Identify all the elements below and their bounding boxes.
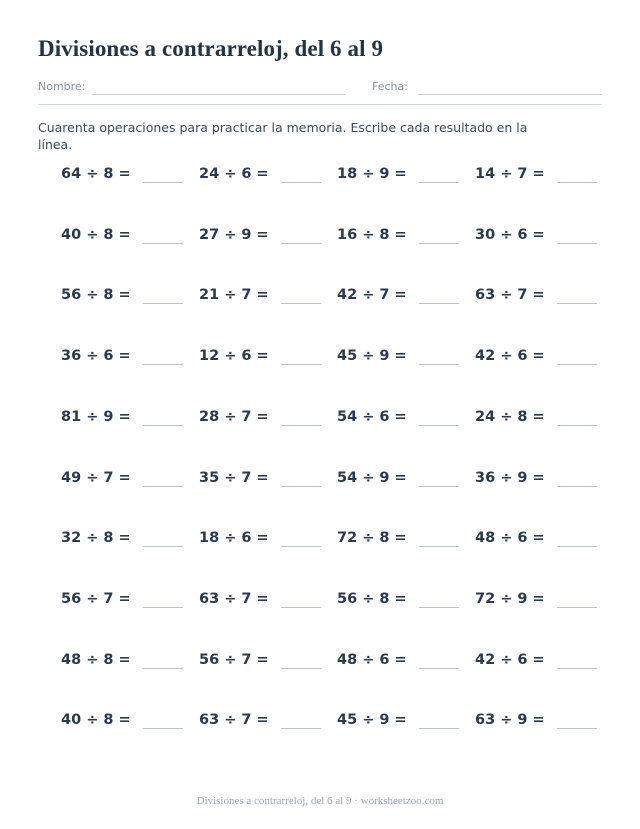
- division-problem: 18 ÷ 9 =: [337, 166, 407, 182]
- division-problem: 45 ÷ 9 =: [337, 348, 407, 364]
- answer-line[interactable]: [143, 182, 183, 183]
- answer-line[interactable]: [281, 607, 321, 608]
- division-problem: 72 ÷ 9 =: [475, 591, 545, 607]
- answer-line[interactable]: [419, 243, 459, 244]
- name-label: Nombre:: [38, 80, 86, 93]
- answer-line[interactable]: [419, 425, 459, 426]
- answer-line[interactable]: [143, 728, 183, 729]
- division-problem: 49 ÷ 7 =: [61, 470, 131, 486]
- division-problem: 18 ÷ 6 =: [199, 530, 269, 546]
- division-problem: 12 ÷ 6 =: [199, 348, 269, 364]
- answer-line[interactable]: [281, 364, 321, 365]
- division-problem: 35 ÷ 7 =: [199, 470, 269, 486]
- answer-line[interactable]: [143, 546, 183, 547]
- worksheet-title: Divisiones a contrarreloj, del 6 al 9: [38, 36, 384, 61]
- date-label: Fecha:: [372, 80, 408, 93]
- answer-line[interactable]: [281, 486, 321, 487]
- division-problem: 56 ÷ 8 =: [337, 591, 407, 607]
- division-problem: 24 ÷ 8 =: [475, 409, 545, 425]
- division-problem: 42 ÷ 6 =: [475, 348, 545, 364]
- answer-line[interactable]: [281, 243, 321, 244]
- answer-line[interactable]: [143, 668, 183, 669]
- division-problem: 28 ÷ 7 =: [199, 409, 269, 425]
- division-problem: 63 ÷ 7 =: [199, 591, 269, 607]
- answer-line[interactable]: [281, 728, 321, 729]
- division-problem: 56 ÷ 7 =: [199, 652, 269, 668]
- answer-line[interactable]: [143, 486, 183, 487]
- division-problem: 48 ÷ 8 =: [61, 652, 131, 668]
- answer-line[interactable]: [419, 486, 459, 487]
- answer-line[interactable]: [419, 303, 459, 304]
- answer-line[interactable]: [557, 303, 597, 304]
- answer-line[interactable]: [419, 364, 459, 365]
- division-problem: 81 ÷ 9 =: [61, 409, 131, 425]
- answer-line[interactable]: [419, 546, 459, 547]
- division-problem: 42 ÷ 6 =: [475, 652, 545, 668]
- division-problem: 16 ÷ 8 =: [337, 227, 407, 243]
- answer-line[interactable]: [557, 243, 597, 244]
- division-problem: 56 ÷ 7 =: [61, 591, 131, 607]
- division-problem: 36 ÷ 6 =: [61, 348, 131, 364]
- division-problem: 42 ÷ 7 =: [337, 287, 407, 303]
- division-problem: 56 ÷ 8 =: [61, 287, 131, 303]
- answer-line[interactable]: [557, 364, 597, 365]
- division-problem: 14 ÷ 7 =: [475, 166, 545, 182]
- answer-line[interactable]: [557, 728, 597, 729]
- division-problem: 30 ÷ 6 =: [475, 227, 545, 243]
- answer-line[interactable]: [143, 364, 183, 365]
- division-problem: 63 ÷ 7 =: [199, 712, 269, 728]
- answer-line[interactable]: [557, 668, 597, 669]
- answer-line[interactable]: [281, 668, 321, 669]
- answer-line[interactable]: [281, 182, 321, 183]
- answer-line[interactable]: [557, 486, 597, 487]
- division-problem: 40 ÷ 8 =: [61, 712, 131, 728]
- division-problem: 72 ÷ 8 =: [337, 530, 407, 546]
- division-problem: 54 ÷ 9 =: [337, 470, 407, 486]
- answer-line[interactable]: [281, 546, 321, 547]
- answer-line[interactable]: [557, 425, 597, 426]
- answer-line[interactable]: [281, 425, 321, 426]
- division-problem: 63 ÷ 7 =: [475, 287, 545, 303]
- division-problem: 54 ÷ 6 =: [337, 409, 407, 425]
- answer-line[interactable]: [143, 607, 183, 608]
- answer-line[interactable]: [419, 607, 459, 608]
- division-problem: 24 ÷ 6 =: [199, 166, 269, 182]
- division-problem: 64 ÷ 8 =: [61, 166, 131, 182]
- division-problem: 45 ÷ 9 =: [337, 712, 407, 728]
- division-problem: 40 ÷ 8 =: [61, 227, 131, 243]
- answer-line[interactable]: [419, 182, 459, 183]
- division-problem: 21 ÷ 7 =: [199, 287, 269, 303]
- instructions: Cuarenta operaciones para practicar la memoria. Escribe cada resultado en la línea.: [38, 120, 528, 152]
- answer-line[interactable]: [281, 303, 321, 304]
- answer-line[interactable]: [557, 546, 597, 547]
- answer-line[interactable]: [143, 243, 183, 244]
- answer-line[interactable]: [557, 607, 597, 608]
- answer-line[interactable]: [143, 303, 183, 304]
- answer-line[interactable]: [143, 425, 183, 426]
- division-problem: 48 ÷ 6 =: [475, 530, 545, 546]
- division-problem: 48 ÷ 6 =: [337, 652, 407, 668]
- division-problem: 27 ÷ 9 =: [199, 227, 269, 243]
- answer-line[interactable]: [419, 728, 459, 729]
- footer: Divisiones a contrarreloj, del 6 al 9 · worksheetzoo.com: [196, 795, 444, 807]
- division-problem: 32 ÷ 8 =: [61, 530, 131, 546]
- answer-line[interactable]: [557, 182, 597, 183]
- division-problem: 63 ÷ 9 =: [475, 712, 545, 728]
- division-problem: 36 ÷ 9 =: [475, 470, 545, 486]
- answer-line[interactable]: [419, 668, 459, 669]
